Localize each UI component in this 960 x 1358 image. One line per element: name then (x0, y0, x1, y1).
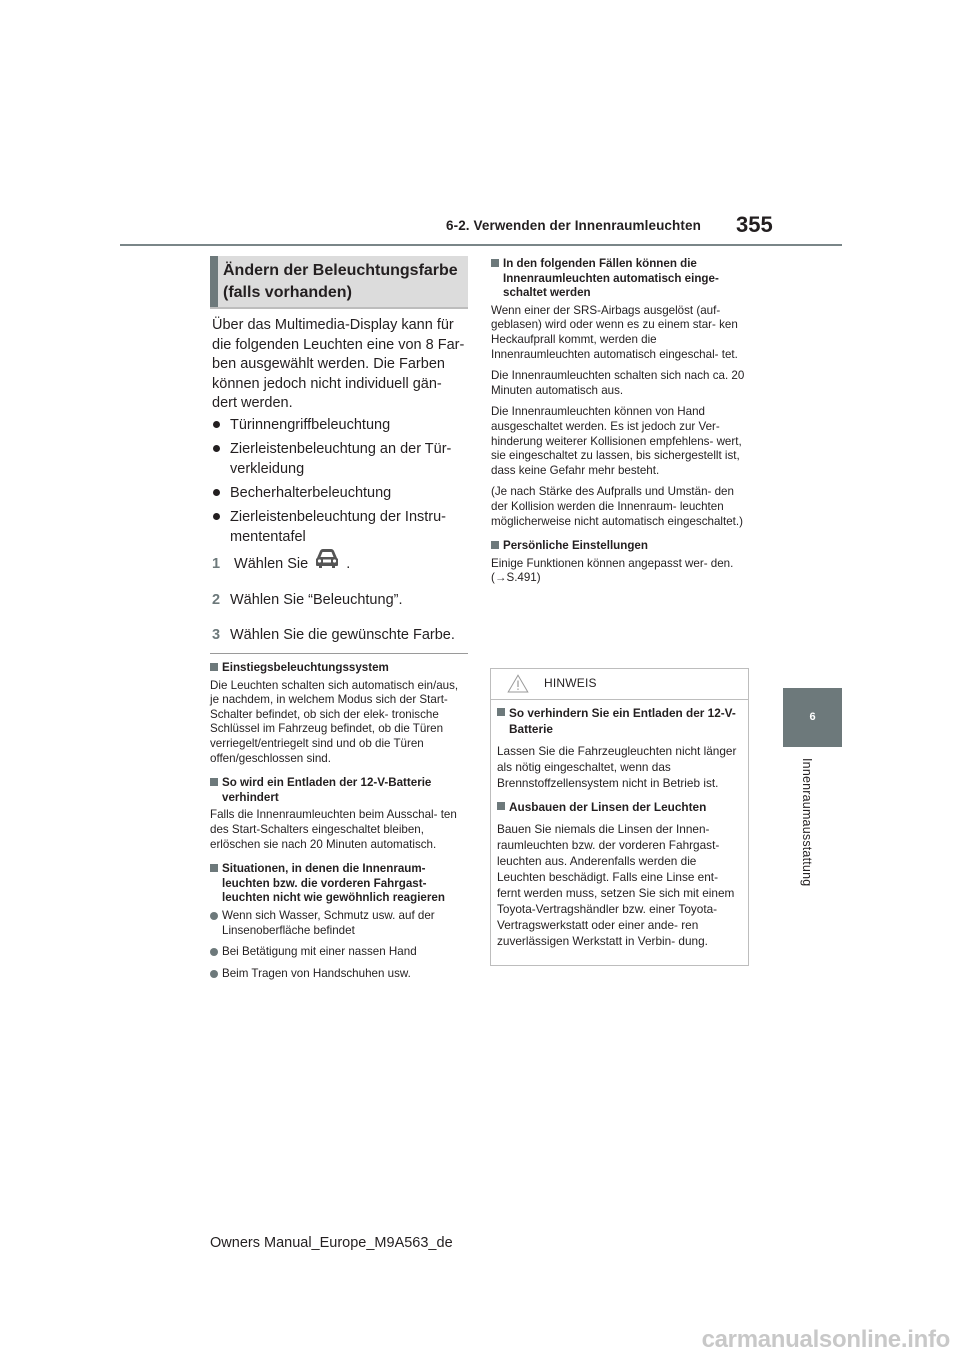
bullet-icon (210, 970, 218, 978)
bullet-icon (210, 948, 218, 956)
bullet-icon (213, 489, 220, 496)
step-text: Wählen Sie “Beleuchtung”. (230, 592, 403, 608)
step-number: 2 (212, 592, 221, 608)
hinweis-text: Lassen Sie die Fahrzeugleuchten nicht länger als nötig eingeschaltet, wenn das Brennstoffzellensystem nicht in Betrieb ist. (497, 744, 737, 790)
left-notes (210, 661, 468, 988)
hinweis-box (490, 668, 749, 966)
step-number: 3 (212, 627, 221, 643)
step-text-end: . (346, 555, 351, 572)
intro-text: Über das Multimedia-Display kann für die folgenden Leuchten eine von 8 Far- ben ausgewählt werden. Die Farben können jedoch nicht individuell gän- dert werden. (212, 317, 465, 411)
chapter-tab[interactable]: 6 (783, 688, 842, 747)
note-title (491, 257, 749, 301)
note-title-text: Einstiegsbeleuchtungssystem (222, 661, 389, 674)
hinweis-text: Bauen Sie niemals die Linsen der Innen- raumleuchten bzw. der vorderen Fahrgast- leuchten aus. Anderenfalls werden die Leuchten beschädigt. Falls eine Linse ent- fernt werden muss, setzen Sie sich mit einem Toyota-Vertragshändler bzw. einer Toyota-Vertragswerkstatt oder einer ande- ren zuverlässigen Werkstatt in Verbin- dung. (497, 822, 735, 948)
chapter-label: Innenraumausstattung (800, 758, 814, 887)
header-title: 6-2. Verwenden der Innenraumleuchten (446, 218, 701, 233)
section-heading (210, 256, 468, 309)
page-number: 355 (736, 212, 773, 237)
bullet-icon (210, 912, 218, 920)
list-item-text: Bei Betätigung mit einer nassen Hand (222, 945, 417, 959)
square-bullet-icon (491, 541, 499, 549)
list-item (212, 507, 470, 547)
note-title-text: So wird ein Entladen der 12-V-Batterie verhindert (222, 776, 432, 804)
step-text: Wählen Sie (234, 555, 309, 572)
note-text: Die Innenraumleuchten schalten sich nach ca. 20 Minuten automatisch aus. (491, 369, 745, 397)
square-bullet-icon (497, 802, 505, 810)
list-item-text: Türinnengriffbeleuchtung (230, 417, 391, 433)
section-heading-text: Ändern der Beleuchtungsfarbe (falls vorhanden) (223, 262, 458, 301)
note-title (210, 862, 468, 906)
step-text: Wählen Sie die gewünschte Farbe. (230, 627, 455, 643)
hinweis-header (491, 669, 748, 700)
list-item-text: Zierleistenbeleuchtung an der Tür- verkleidung (230, 441, 452, 477)
list-item-text: Wenn sich Wasser, Schmutz usw. auf der Linsenoberfläche befindet (222, 908, 435, 937)
hinweis-body (497, 705, 741, 949)
list-item-text: Beim Tragen von Handschuhen usw. (222, 966, 411, 980)
square-bullet-icon (210, 864, 218, 872)
car-settings-icon (314, 547, 340, 575)
list-item (210, 909, 468, 938)
watermark: carmanualsonline.info (701, 1326, 950, 1353)
note-title-text: Situationen, in denen die Innenraum- leuchten bzw. die vorderen Fahrgast- leuchten nicht wie gewöhnlich reagieren (222, 862, 445, 905)
square-bullet-icon (210, 778, 218, 786)
square-bullet-icon (497, 708, 505, 716)
footer-text: Owners Manual_Europe_M9A563_de (210, 1235, 453, 1251)
hinweis-title (497, 705, 741, 737)
warning-icon (507, 674, 529, 698)
list-item (212, 439, 470, 479)
note-text: (Je nach Stärke des Aufpralls und Umstän- den der Kollision werden die Innenraum- leuchten möglicherweise nicht automatisch eingeschaltet.) (491, 485, 743, 528)
bullet-icon (213, 513, 220, 520)
step-number: 1 (212, 555, 221, 572)
step-2 (212, 590, 470, 610)
note-title (491, 539, 749, 554)
note-text: Wenn einer der SRS-Airbags ausgelöst (auf- geblasen) wird oder wenn es zu einem star- ken Heckaufprall kommt, werden die Innenraumleuchten automatisch eingeschal- tet. (491, 303, 738, 361)
note-text: Die Innenraumleuchten können von Hand ausgeschaltet werden. Es ist jedoch zur Ver- hinderung weiterer Kollisionen empfehlens- wert, sie eingeschaltet zu lassen, bis sichergestellt ist, dass keine Gefahr mehr besteht. (491, 405, 742, 477)
note-title-text: Persönliche Einstellungen (503, 539, 648, 553)
right-notes (491, 257, 749, 593)
list-item (212, 483, 470, 503)
list-item (210, 967, 468, 982)
light-list (212, 415, 470, 551)
note-title (210, 776, 468, 805)
list-item-text: Becherhalterbeleuchtung (230, 485, 392, 501)
header-rule (120, 244, 842, 246)
hinweis-title-text: So verhindern Sie ein Entladen der 12-V-Batterie (509, 706, 736, 736)
note-title (210, 661, 468, 676)
list-item-text: Zierleistenbeleuchtung der Instru- mententafel (230, 509, 447, 545)
section-divider (210, 653, 468, 654)
list-item (212, 415, 470, 435)
square-bullet-icon (210, 663, 218, 671)
hinweis-label: HINWEIS (544, 676, 597, 690)
list-item (210, 945, 468, 960)
note-text: Falls die Innenraumleuchten beim Ausschal- ten des Start-Schalters eingeschaltet bleiben, erlöschen sie nach 20 Minuten automatisch. (210, 808, 457, 851)
note-title-text: In den folgenden Fällen können die Innenraumleuchten automatisch einge- schaltet werden (503, 257, 719, 300)
section-heading-bar (210, 256, 218, 307)
steps (212, 553, 470, 660)
square-bullet-icon (491, 259, 499, 267)
page-reference[interactable]: Einige Funktionen können angepasst wer- den. (→S.491) (491, 556, 734, 585)
step-3 (212, 625, 470, 645)
hinweis-title-text: Ausbauen der Linsen der Leuchten (509, 800, 707, 814)
step-1 (212, 553, 470, 575)
bullet-icon (213, 445, 220, 452)
note-text: Die Leuchten schalten sich automatisch ein/aus, je nachdem, in welchem Modus sich der Start-Schalter befindet, ob sich der elek- tronische Schlüssel im Fahrzeug befindet, ob die Türen verriegelt/entriegelt sind und ob die Türen offen/geschlossen sind. (210, 678, 459, 765)
hinweis-title (497, 799, 741, 815)
bullet-icon (213, 421, 220, 428)
